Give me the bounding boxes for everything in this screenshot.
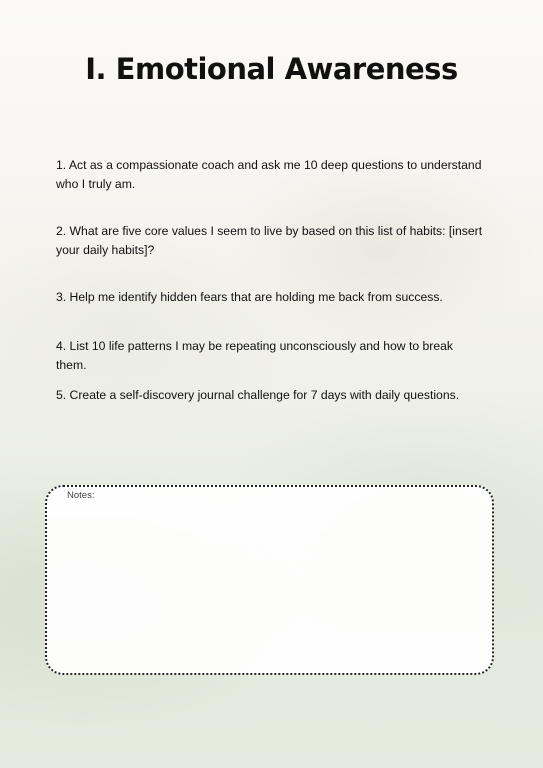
prompt-item-1: 1. Act as a compassionate coach and ask me 10 deep questions to understand who I truly am. (56, 158, 482, 191)
prompt-item-3: 3. Help me identify hidden fears that are holding me back from success. (56, 290, 443, 304)
page-title: I. Emotional Awareness (85, 52, 458, 86)
notes-label: Notes: (67, 490, 95, 501)
prompt-item-5: 5. Create a self-discovery journal challenge for 7 days with daily questions. (56, 388, 460, 402)
prompt-item-2: 2. What are five core values I seem to live by based on this list of habits: [insert your daily habits]? (56, 224, 483, 257)
notes-box[interactable] (45, 485, 494, 675)
prompt-item-4: 4. List 10 life patterns I may be repeating unconsciously and how to break them. (56, 339, 454, 372)
